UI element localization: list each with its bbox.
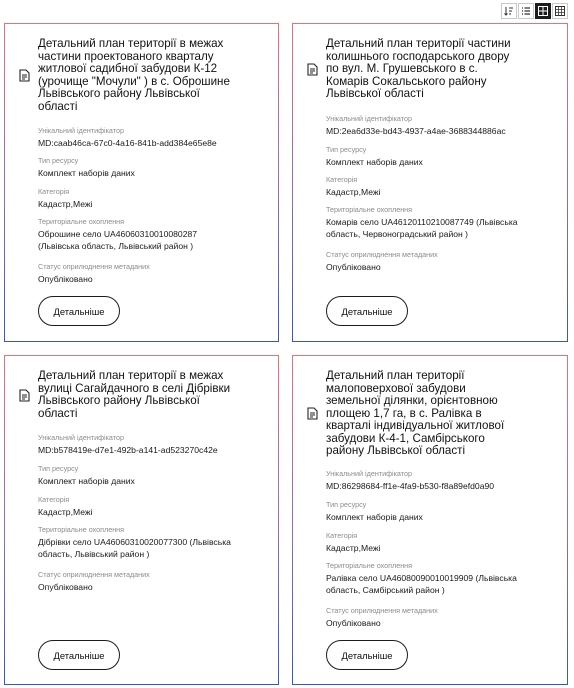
identifier-field bbox=[326, 114, 559, 137]
status-value: Опубліковано bbox=[38, 582, 93, 592]
territorial-field bbox=[38, 525, 270, 561]
card-title[interactable]: Детальний план території частини колишнього господарського двору по вул. М. Грушевського в с. Комарів Сокальського району Львівської області bbox=[326, 37, 511, 100]
status-value: Опубліковано bbox=[326, 618, 381, 628]
details-button[interactable]: Детальніше bbox=[38, 296, 120, 326]
category-value: Кадастр,Межі bbox=[326, 543, 381, 553]
identifier-label: Унікальний ідентифікатор bbox=[38, 433, 124, 442]
resource-type-field bbox=[38, 464, 270, 487]
status-field bbox=[38, 262, 270, 285]
category-field bbox=[38, 495, 270, 518]
details-button[interactable]: Детальніше bbox=[38, 640, 120, 670]
identifier-value: MD:caab46ca-67c0-4a16-841b-add384e65e8e bbox=[38, 138, 217, 148]
resource-type-label: Тип ресурсу bbox=[326, 145, 367, 154]
card-title[interactable]: Детальний план території малоповерхової забудови земельної ділянки, орієнтовною площею 1,7 га, в с. Ралівка в кварталі індивідуальної житлової забудови К-4-1, Самбірського району Львівської області bbox=[326, 369, 505, 457]
resource-type-field bbox=[326, 145, 559, 168]
dataset-card bbox=[4, 23, 279, 342]
territorial-value: Ралівка село UA46080090010019909 (Львівська область, Самбірський район ) bbox=[326, 573, 517, 596]
details-button[interactable]: Детальніше bbox=[326, 640, 408, 670]
resource-type-label: Тип ресурсу bbox=[326, 500, 367, 509]
status-label: Статус оприлюднення метаданих bbox=[326, 250, 438, 259]
status-value: Опубліковано bbox=[38, 274, 93, 284]
resource-type-value: Комплект наборів даних bbox=[38, 476, 135, 486]
category-field bbox=[38, 187, 270, 210]
dataset-card bbox=[292, 23, 568, 342]
category-field bbox=[326, 175, 559, 198]
resource-type-label: Тип ресурсу bbox=[38, 464, 79, 473]
resource-type-value: Комплект наборів даних bbox=[326, 512, 423, 522]
dataset-card bbox=[4, 355, 279, 685]
status-label: Статус оприлюднення метаданих bbox=[38, 570, 150, 579]
status-field bbox=[326, 250, 559, 273]
resource-type-field bbox=[38, 156, 270, 179]
category-label: Категорія bbox=[38, 187, 70, 196]
category-value: Кадастр,Межі bbox=[38, 507, 93, 517]
identifier-label: Унікальний ідентифікатор bbox=[38, 126, 124, 135]
resource-type-label: Тип ресурсу bbox=[38, 156, 79, 165]
category-field bbox=[326, 531, 559, 554]
status-label: Статус оприлюднення метаданих bbox=[38, 262, 150, 271]
category-label: Категорія bbox=[38, 495, 70, 504]
identifier-label: Унікальний ідентифікатор bbox=[326, 469, 412, 478]
identifier-value: MD:86298684-ff1e-4fa9-b530-f8a89efd0a90 bbox=[326, 481, 495, 491]
territorial-value: Комарів село UA46120110210087749 (Львівська область, Червоноградський район ) bbox=[326, 217, 518, 240]
identifier-field bbox=[38, 433, 270, 456]
document-icon bbox=[307, 407, 318, 420]
territorial-label: Територіальне охоплення bbox=[38, 217, 125, 226]
document-icon bbox=[307, 63, 318, 76]
card-title[interactable]: Детальний план території в межах вулиці Сагайдачного в селі Дібрівки Львівського району Львівської області bbox=[38, 369, 231, 420]
dataset-card bbox=[292, 355, 568, 685]
status-field bbox=[38, 570, 270, 593]
resource-type-value: Комплект наборів даних bbox=[38, 168, 135, 178]
view-toggle bbox=[501, 3, 568, 19]
category-value: Кадастр,Межі bbox=[326, 187, 381, 197]
territorial-field bbox=[326, 561, 559, 597]
category-value: Кадастр,Межі bbox=[38, 199, 93, 209]
resource-type-field bbox=[326, 500, 559, 523]
card-title[interactable]: Детальний план території в межах частини проектованого кварталу житлової садибної забудови К-12 (урочище "Мочули" ) в с. Оброшине Львівського району Львівської області bbox=[38, 37, 230, 113]
territorial-label: Територіальне охоплення bbox=[326, 561, 413, 570]
territorial-label: Територіальне охоплення bbox=[38, 525, 125, 534]
status-label: Статус оприлюднення метаданих bbox=[326, 606, 438, 615]
status-field bbox=[326, 606, 559, 629]
identifier-value: MD:b578419e-d7e1-492b-a141-ad523270c42e bbox=[38, 445, 218, 455]
identifier-field bbox=[38, 126, 270, 149]
identifier-label: Унікальний ідентифікатор bbox=[326, 114, 412, 123]
details-button[interactable]: Детальніше bbox=[326, 296, 408, 326]
list-view-icon[interactable] bbox=[518, 3, 534, 19]
territorial-value: Дібрівки село UA46060310020077300 (Львівська область, Львівський район ) bbox=[38, 537, 231, 560]
identifier-field bbox=[326, 469, 559, 492]
identifier-value: MD:2ea6d33e-bd43-4937-a4ae-3688344886ac bbox=[326, 126, 506, 136]
territorial-field bbox=[38, 217, 270, 253]
grid-view-icon[interactable] bbox=[535, 3, 551, 19]
territorial-label: Територіальне охоплення bbox=[326, 205, 413, 214]
sort-icon[interactable] bbox=[501, 3, 517, 19]
territorial-value: Оброшине село UA46060310010080287 (Львівська область, Львівський район ) bbox=[38, 229, 198, 252]
document-icon bbox=[19, 389, 30, 402]
status-value: Опубліковано bbox=[326, 262, 381, 272]
resource-type-value: Комплект наборів даних bbox=[326, 157, 423, 167]
document-icon bbox=[19, 69, 30, 82]
category-label: Категорія bbox=[326, 531, 358, 540]
category-label: Категорія bbox=[326, 175, 358, 184]
territorial-field bbox=[326, 205, 559, 241]
table-view-icon[interactable] bbox=[552, 3, 568, 19]
